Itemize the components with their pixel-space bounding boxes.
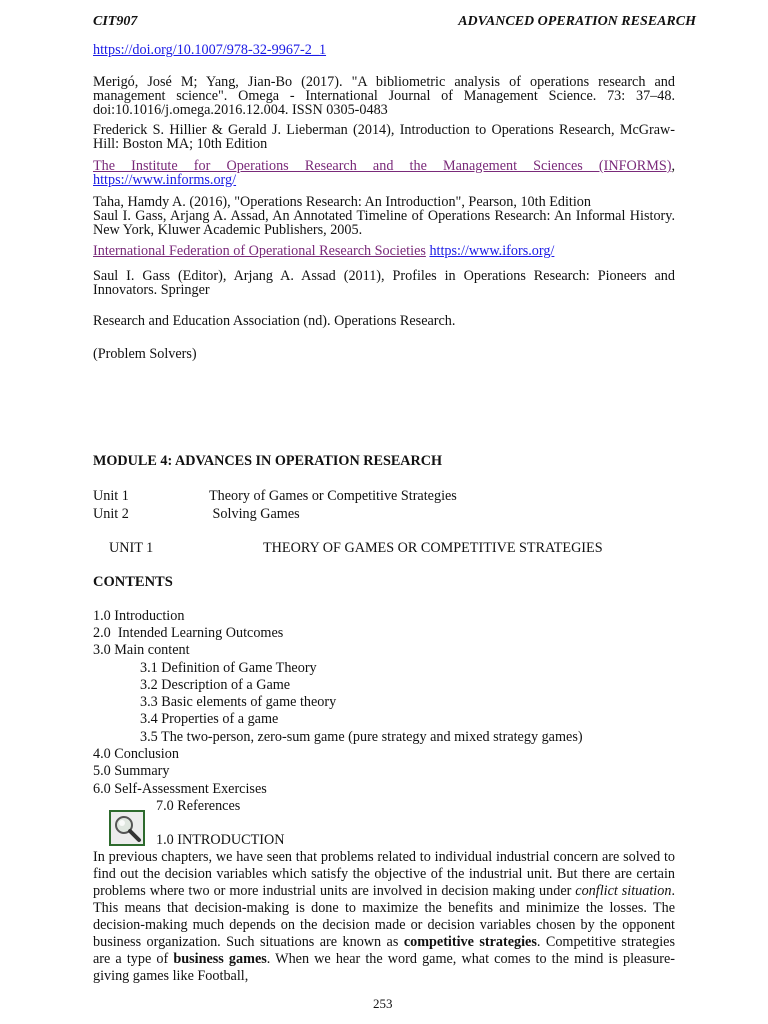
unit-2-label: Unit 2 [93, 506, 129, 522]
informs-link[interactable]: The Institute for Operations Research and the Management Sciences (INFORMS) [93, 158, 672, 174]
course-title: ADVANCED OPERATION RESEARCH [458, 14, 696, 29]
course-code: CIT907 [93, 14, 138, 29]
contents-heading: CONTENTS [93, 574, 173, 590]
contents-item: 5.0 Summary [93, 763, 170, 779]
reference-gass-timeline: Saul I. Gass, Arjang A. Assad, An Annotated Timeline of Operations Research: An Informal History. New York, Kluwer Academic Publishers, 2005. [93, 208, 675, 238]
reference-gass-profiles: Saul I. Gass (Editor), Arjang A. Assad (2011), Profiles in Operations Research: Pioneers and Innovators. Springer [93, 268, 675, 298]
contents-item: 3.0 Main content [93, 642, 190, 658]
intro-text-1: In previous chapters, we have seen that problems related to individual industrial concern are solved to find out the decision variables which satisfy the objective of the industrial unit. But there are certain problems where two or more industrial units are involved in decision making under [93, 849, 675, 899]
intro-text-3: . Competitive strategies are a type of [93, 934, 675, 967]
informs-url-link[interactable]: https://www.informs.org/ [93, 171, 237, 188]
intro-text-2: . This means that decision-making is done to maximize the benefits and minimize the losses. The decision-making much depends on the decision made or decision variables chosen by the opponent business organization. Such situations are known as [93, 883, 675, 950]
module-title: MODULE 4: ADVANCES IN OPERATION RESEARCH [93, 453, 443, 469]
unit-heading-label: UNIT 1 [109, 540, 154, 556]
intro-text-4: . When we hear the word game, what comes to the mind is pleasure-giving games like Football, [93, 951, 675, 984]
contents-item: 3.5 The two-person, zero-sum game (pure strategy and mixed strategy games) [140, 729, 583, 745]
intro-bold-business-games: business games [173, 951, 267, 967]
intro-bold-competitive: competitive strategies [403, 934, 537, 950]
reference-problem-solvers: (Problem Solvers) [93, 346, 197, 362]
doi-link[interactable] [93, 44, 326, 58]
unit-1-label: Unit 1 [93, 488, 129, 504]
ifors-link[interactable]: International Federation of Operational Research Societies [93, 243, 426, 259]
unit-1-title: Theory of Games or Competitive Strategies [209, 488, 457, 504]
reference-merigo: Merigó, José M; Yang, Jian-Bo (2017). "A bibliometric analysis of operations research and management science". Omega - International Journal of Management Science. 73: 37–48. doi:10.1016/j.omega.2016.12.004. ISSN 0305-0483 [93, 74, 675, 118]
ifors-url-link[interactable]: https://www.ifors.org/ [429, 243, 555, 259]
contents-item: 3.4 Properties of a game [140, 711, 279, 727]
contents-item: 6.0 Self-Assessment Exercises [93, 781, 267, 797]
reference-informs [93, 160, 675, 188]
introduction-paragraph [93, 849, 675, 985]
reference-rea: Research and Education Association (nd). Operations Research. [93, 313, 456, 329]
unit-2-title: Solving Games [209, 506, 300, 522]
contents-item: 3.3 Basic elements of game theory [140, 694, 337, 710]
contents-item: 1.0 Introduction [93, 608, 185, 624]
contents-item: 3.2 Description of a Game [140, 677, 291, 693]
reference-hillier: Frederick S. Hillier & Gerald J. Lieberman (2014), Introduction to Operations Research, McGraw-Hill: Boston MA; 10th Edition [93, 122, 675, 152]
reference-ifors [93, 245, 554, 259]
page-number: 253 [373, 996, 393, 1011]
contents-item: 7.0 References [156, 798, 241, 814]
intro-emphasis-conflict: conflict situation [575, 883, 672, 899]
unit-heading-title: THEORY OF GAMES OR COMPETITIVE STRATEGIES [263, 540, 603, 556]
magnifier-icon [109, 810, 145, 846]
reference-taha: Taha, Hamdy A. (2016), "Operations Research: An Introduction", Pearson, 10th Edition [93, 194, 591, 210]
contents-item: 2.0 Intended Learning Outcomes [93, 625, 284, 641]
contents-item: 4.0 Conclusion [93, 746, 179, 762]
contents-item: 3.1 Definition of Game Theory [140, 660, 317, 676]
doi-link-text[interactable]: https://doi.org/10.1007/978-32-9967-2_1 [93, 42, 327, 58]
informs-comma: , [671, 158, 675, 174]
introduction-heading: 1.0 INTRODUCTION [156, 832, 285, 848]
